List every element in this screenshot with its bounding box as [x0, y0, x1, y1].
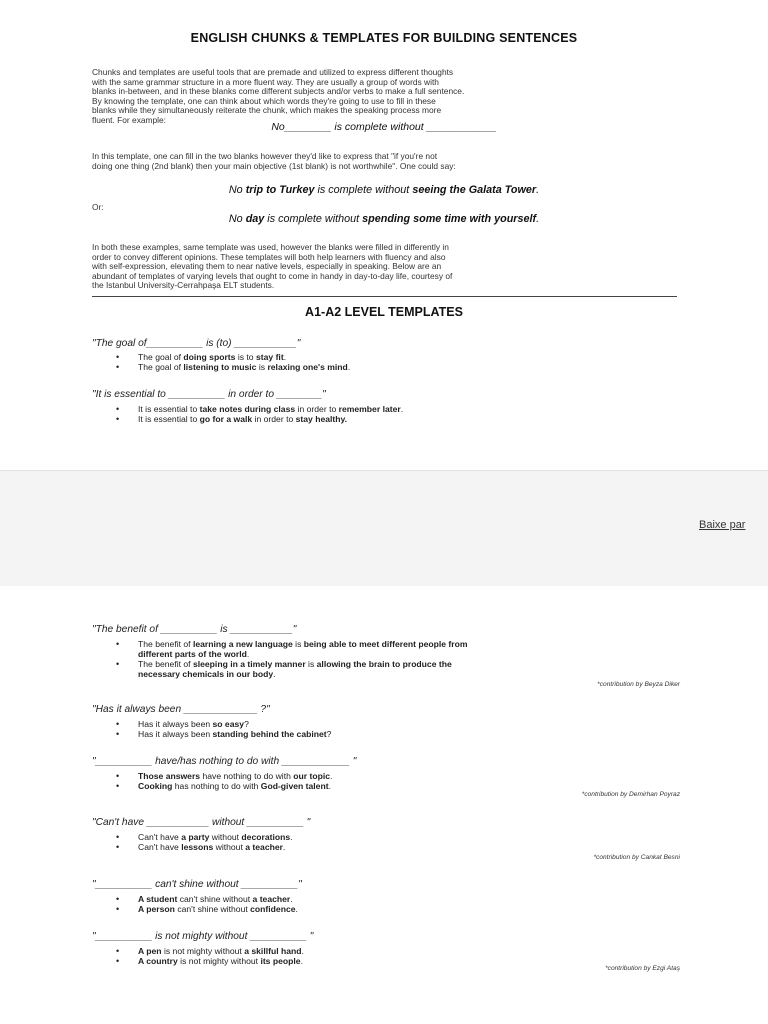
text-line: blanks while they simultaneously reiterate the chunk, which makes the speaking process more	[92, 105, 442, 116]
list-item	[116, 719, 331, 729]
filled-blank-text: doing sports	[183, 352, 236, 362]
bullet-icon: •	[116, 956, 120, 966]
chunk-text: .	[330, 771, 333, 781]
list-item	[116, 352, 350, 362]
text-line: with self-expression, elevating them to near native levels, especially in speaking. Below are an	[92, 261, 442, 272]
example-list	[116, 771, 332, 791]
filled-blank-text: Cooking	[138, 781, 173, 791]
example-sentence-2: No day is complete without spending some time with yourself.	[228, 213, 540, 225]
bullet-icon: •	[116, 771, 120, 781]
bullet-icon: •	[116, 781, 120, 791]
bullet-icon: •	[116, 842, 120, 852]
template-heading: "The goal of__________ is (to) ___________"	[92, 338, 301, 349]
list-item	[116, 842, 293, 852]
chunk-text: The goal of	[138, 352, 184, 362]
filled-blank-text: necessary chemicals in our body	[138, 669, 274, 679]
example-template: No________ is complete without ____________	[271, 121, 497, 133]
chunk-text: .	[283, 842, 286, 852]
chunk-text: can't shine without	[177, 894, 253, 904]
list-item	[116, 904, 298, 914]
filled-blank-text: lessons	[181, 842, 214, 852]
filled-blank-text: different parts of the world	[138, 649, 247, 659]
list-item	[116, 894, 298, 904]
template-heading: "Has it always been _____________ ?"	[92, 704, 270, 715]
filled-blank-text: a party	[181, 832, 210, 842]
contribution-credit: *contribution by Beyza Diker	[597, 681, 680, 688]
document-page-2	[0, 586, 768, 1024]
chunk-text: .	[290, 894, 293, 904]
bullet-icon: •	[116, 352, 120, 362]
document-title: ENGLISH CHUNKS & TEMPLATES FOR BUILDING SENTENCES	[190, 31, 578, 45]
example-list	[116, 946, 304, 966]
list-item	[116, 414, 403, 424]
template-heading: "__________ have/has nothing to do with ____________ "	[92, 756, 357, 767]
bullet-icon: •	[116, 414, 120, 424]
chunk-text: .	[300, 956, 303, 966]
filled-blank-text: go for a walk	[199, 414, 253, 424]
example-list	[116, 404, 403, 424]
text-line: In this template, one can fill in the two blanks however they'd like to express that "if you're not	[92, 151, 438, 161]
filled-blank-text: A student	[138, 894, 178, 904]
list-item	[116, 781, 332, 791]
filled-blank-text: learning a new language	[192, 639, 293, 649]
filled-blank-text: remember later	[338, 404, 401, 414]
section-divider	[92, 296, 677, 297]
chunk-text: Has it always been	[138, 719, 213, 729]
filled-blank-text: being able to meet different people from	[303, 639, 468, 649]
filled-blank-text: standing behind the cabinet	[212, 729, 327, 739]
intro-paragraph-1	[92, 68, 677, 126]
chunk-text: is not mighty without	[161, 946, 245, 956]
template-heading: "The benefit of __________ is ___________"	[92, 624, 297, 635]
filled-blank-text: relaxing one's mind	[267, 362, 348, 372]
filled-blank-text: so easy	[212, 719, 245, 729]
chunk-text: .	[273, 669, 276, 679]
template-heading: "__________ can't shine without __________"	[92, 879, 302, 890]
chunk-text: It is essential to	[138, 404, 200, 414]
chunk-text: is	[292, 639, 304, 649]
text-line: the Istanbul University-Cerrahpaşa ELT students.	[92, 280, 275, 291]
chunk-text: ?	[244, 719, 249, 729]
text-line: abundant of templates of varying levels that ought to come in handy in day-to-day life, courtesy of	[92, 270, 453, 281]
chunk-text: .	[246, 649, 250, 659]
chunk-text: Can't have	[138, 842, 182, 852]
text-line: fluent. For example:	[92, 114, 167, 125]
chunk-text: .	[295, 904, 298, 914]
chunk-text: without	[209, 832, 242, 842]
bullet-icon: •	[116, 404, 120, 414]
document-page-1	[0, 0, 768, 470]
bullet-icon: •	[116, 639, 120, 649]
example-list	[116, 352, 350, 372]
filled-blank-text: Those answers	[138, 771, 201, 781]
list-item	[116, 404, 403, 414]
intro-paragraph-3	[92, 243, 677, 291]
chunk-text: in order to	[252, 414, 296, 424]
filled-blank-text: a skillful hand	[244, 946, 302, 956]
chunk-text: is to	[235, 352, 256, 362]
chunk-text: in order to	[295, 404, 339, 414]
bullet-icon: •	[116, 894, 120, 904]
text-line: In both these examples, same template was used, however the blanks were filled in differently in	[92, 242, 449, 252]
intro-paragraph-2	[92, 152, 677, 171]
chunk-text: has nothing to do with	[172, 781, 261, 791]
filled-blank-text: stay fit	[255, 352, 284, 362]
filled-blank-text: God-given talent	[260, 781, 329, 791]
list-item	[116, 649, 468, 659]
chunk-text: without	[213, 842, 246, 852]
bullet-icon: •	[116, 832, 120, 842]
section-heading: A1-A2 LEVEL TEMPLATES	[305, 305, 463, 319]
chunk-text: The benefit of	[138, 639, 193, 649]
example-list	[116, 832, 293, 852]
chunk-text: The benefit of	[138, 659, 193, 669]
filled-blank-text: listening to music	[183, 362, 257, 372]
chunk-text: .	[301, 946, 304, 956]
chunk-text: .	[290, 832, 293, 842]
filled-blank-text: its people	[260, 956, 301, 966]
chunk-text: is	[256, 362, 268, 372]
example-list	[116, 639, 468, 679]
chunk-text: can't shine without	[174, 904, 251, 914]
chunk-text: is	[305, 659, 317, 669]
bullet-icon: •	[116, 729, 120, 739]
chunk-text: The goal of	[138, 362, 184, 372]
list-item	[116, 639, 468, 649]
bullet-icon: •	[116, 719, 120, 729]
filled-blank-text: A person	[138, 904, 175, 914]
template-heading: "__________ is not mighty without __________ "	[92, 931, 314, 942]
chunk-text: is not mighty without	[177, 956, 261, 966]
template-heading: "It is essential to __________ in order to ________"	[92, 389, 326, 400]
text-line: Chunks and templates are useful tools that are premade and utilized to express different thoughts	[92, 67, 454, 77]
list-item	[116, 659, 468, 669]
filled-blank-text: take notes during class	[199, 404, 296, 414]
filled-blank-text: confidence	[250, 904, 296, 914]
example-list	[116, 894, 298, 914]
list-item	[116, 362, 350, 372]
contribution-credit: *contribution by Cankat Besni	[593, 854, 680, 861]
filled-blank-text: our topic	[293, 771, 331, 781]
chunk-text: ?	[326, 729, 332, 739]
example-sentence-1: No trip to Turkey is complete without seeing the Galata Tower.	[228, 184, 540, 196]
filled-blank-text: a teacher	[245, 842, 283, 852]
bullet-icon: •	[116, 659, 120, 669]
list-item	[116, 729, 331, 739]
text-line: order to convey different opinions. These templates will both help learners with fluency and also	[92, 251, 446, 262]
list-item	[116, 832, 293, 842]
chunk-text: .	[347, 362, 351, 372]
filled-blank-text: A pen	[138, 946, 162, 956]
text-line: doing one thing (2nd blank) then your main objective (1st blank) is not worthwhile". One could say:	[92, 160, 456, 171]
filled-blank-text: A country	[138, 956, 178, 966]
list-item	[116, 946, 304, 956]
list-item	[116, 669, 468, 679]
chunk-text: have nothing to do with	[200, 771, 294, 781]
bullet-icon: •	[116, 946, 120, 956]
text-line: blanks in-between, and in these blanks come different subjects and/or verbs to make a full sentence.	[92, 86, 465, 97]
list-item	[116, 956, 304, 966]
chunk-text: .	[328, 781, 331, 791]
list-item	[116, 771, 332, 781]
text-line: with the same grammar structure in a more fluent way. They are usually a group of words with	[92, 76, 439, 87]
filled-blank-text: sleeping in a timely manner	[192, 659, 306, 669]
example-list	[116, 719, 331, 739]
filled-blank-text: allowing the brain to produce the	[316, 659, 452, 669]
download-link[interactable]: Baixe par	[699, 519, 746, 531]
bullet-icon: •	[116, 362, 120, 372]
text-line: By knowing the template, one can think about which words they're going to use to fill in these	[92, 95, 436, 106]
chunk-text: .	[400, 404, 404, 414]
contribution-credit: *contribution by Demirhan Poyraz	[581, 791, 680, 798]
chunk-text: It is essential to	[138, 414, 200, 424]
filled-blank-text: stay healthy.	[295, 414, 348, 424]
chunk-text: Can't have	[138, 832, 182, 842]
chunk-text: Has it always been	[138, 729, 213, 739]
contribution-credit: *contribution by Ezgi Ataş	[605, 965, 680, 972]
or-label: Or:	[92, 202, 104, 212]
page-gap	[0, 470, 768, 588]
template-heading: "Can't have ___________ without __________ "	[92, 817, 311, 828]
bullet-icon: •	[116, 904, 120, 914]
filled-blank-text: a teacher	[252, 894, 291, 904]
filled-blank-text: decorations	[241, 832, 291, 842]
chunk-text: .	[283, 352, 287, 362]
